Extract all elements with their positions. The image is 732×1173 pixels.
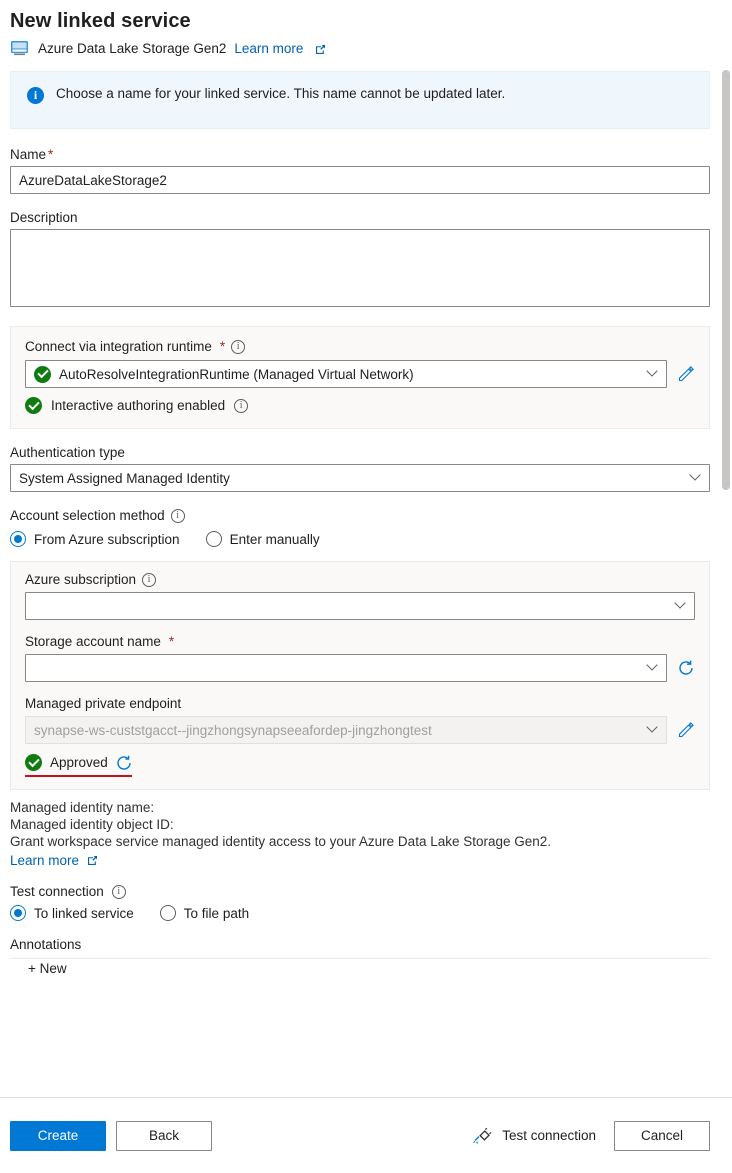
success-check-icon xyxy=(34,366,51,383)
azure-subscription-label: Azure subscription xyxy=(25,572,137,587)
interactive-authoring-row xyxy=(25,397,695,414)
page-title: New linked service xyxy=(10,10,191,32)
panel-scrollbar[interactable] xyxy=(722,56,730,1056)
radio-enter-manually-label: Enter manually xyxy=(229,531,320,547)
test-connection-button-label: Test connection xyxy=(502,1128,596,1143)
interactive-authoring-label: Interactive authoring enabled xyxy=(51,398,226,413)
info-icon[interactable]: i xyxy=(171,509,185,523)
chevron-down-icon xyxy=(691,473,701,483)
account-selection-radio-group xyxy=(10,531,710,547)
storage-account-label-row xyxy=(25,634,695,649)
info-icon[interactable]: i xyxy=(234,399,248,413)
radio-to-file-path-label: To file path xyxy=(183,905,250,921)
integration-runtime-select[interactable] xyxy=(25,360,667,388)
auth-type-label: Authentication type xyxy=(10,445,125,460)
panel-footer xyxy=(0,1097,732,1173)
managed-identity-name-line: Managed identity name: xyxy=(10,800,155,815)
info-icon[interactable]: i xyxy=(142,573,156,587)
integration-runtime-label-row xyxy=(25,339,695,354)
edit-integration-runtime-icon[interactable] xyxy=(677,365,695,383)
radio-to-linked-service[interactable] xyxy=(10,905,134,921)
integration-runtime-label: Connect via integration runtime xyxy=(25,339,212,354)
managed-identity-object-id-line: Managed identity object ID: xyxy=(10,817,174,832)
radio-button-icon xyxy=(10,531,26,547)
storage-account-label: Storage account name xyxy=(25,634,161,649)
service-name-label: Azure Data Lake Storage Gen2 xyxy=(38,40,227,56)
radio-button-icon xyxy=(206,531,222,547)
integration-runtime-row xyxy=(25,360,695,388)
description-label: Description xyxy=(10,210,78,225)
managed-private-endpoint-label-row xyxy=(25,696,695,711)
name-required-star: * xyxy=(48,147,54,162)
azure-subscription-select[interactable] xyxy=(25,592,695,620)
chevron-down-icon xyxy=(648,369,658,379)
managed-private-endpoint-label: Managed private endpoint xyxy=(25,696,182,711)
managed-private-endpoint-value: synapse-ws-custstgacct--jingzhongsynapseeafordep-jingzhongtest xyxy=(34,722,432,738)
storage-account-row xyxy=(25,654,695,682)
auth-type-group xyxy=(10,445,710,492)
refresh-icon[interactable] xyxy=(677,659,695,677)
managed-private-endpoint-group xyxy=(25,696,695,777)
chevron-down-icon xyxy=(648,663,658,673)
radio-button-icon xyxy=(10,905,26,921)
name-input[interactable] xyxy=(10,166,710,194)
azure-subscription-label-row xyxy=(25,572,695,587)
account-selection-label-row xyxy=(10,508,710,523)
description-field-group xyxy=(10,210,710,310)
cancel-button[interactable]: Cancel xyxy=(614,1121,710,1151)
scrollbar-thumb[interactable] xyxy=(722,70,730,490)
storage-account-required-star: * xyxy=(168,634,175,649)
name-field-group xyxy=(10,147,710,194)
radio-from-azure-subscription-label: From Azure subscription xyxy=(34,531,180,547)
azure-subscription-group xyxy=(25,572,695,620)
identity-learn-more-row xyxy=(10,853,710,868)
chevron-down-icon xyxy=(676,601,686,611)
storage-account-select[interactable] xyxy=(25,654,667,682)
auth-type-select[interactable] xyxy=(10,464,710,492)
info-banner xyxy=(10,71,710,129)
header-learn-more-link[interactable]: Learn more xyxy=(234,40,304,56)
radio-enter-manually[interactable] xyxy=(206,531,320,547)
integration-runtime-value: AutoResolveIntegrationRuntime (Managed Virtual Network) xyxy=(59,366,414,382)
info-icon[interactable]: i xyxy=(231,340,245,354)
external-link-icon xyxy=(315,43,326,54)
annotations-label: Annotations xyxy=(10,937,82,952)
radio-to-file-path[interactable] xyxy=(160,905,249,921)
service-subheader xyxy=(10,39,710,57)
auth-type-value: System Assigned Managed Identity xyxy=(19,470,230,486)
edit-managed-private-endpoint-icon[interactable] xyxy=(677,721,695,739)
external-link-icon xyxy=(87,854,98,865)
plug-icon xyxy=(472,1127,492,1145)
chevron-down-icon xyxy=(648,725,658,735)
info-icon: i xyxy=(27,87,44,104)
back-button[interactable]: Back xyxy=(116,1121,212,1151)
radio-button-icon xyxy=(160,905,176,921)
test-connection-button[interactable] xyxy=(472,1127,596,1145)
grant-access-text: Grant workspace service managed identity access to your Azure Data Lake Storage Gen2. xyxy=(10,834,552,849)
account-selection-group xyxy=(10,508,710,547)
name-label xyxy=(10,147,710,162)
identity-info-block xyxy=(10,800,710,868)
endpoint-status-label: Approved xyxy=(50,755,108,770)
annotations-add-new-label: + New xyxy=(28,961,67,974)
success-check-icon xyxy=(25,754,42,771)
storage-account-group xyxy=(25,634,695,682)
radio-to-linked-service-label: To linked service xyxy=(34,905,134,921)
description-textarea[interactable] xyxy=(10,229,710,307)
test-connection-section-label: Test connection xyxy=(10,884,104,899)
account-details-section xyxy=(10,561,710,790)
data-lake-icon xyxy=(10,39,30,57)
loading-spinner-icon xyxy=(116,755,132,771)
success-check-icon xyxy=(25,397,42,414)
integration-runtime-section xyxy=(10,326,710,429)
account-selection-label: Account selection method xyxy=(10,508,165,523)
info-icon[interactable]: i xyxy=(112,885,126,899)
identity-learn-more-link[interactable]: Learn more xyxy=(10,853,80,868)
info-banner-text: Choose a name for your linked service. This name cannot be updated later. xyxy=(56,86,506,101)
name-label-text: Name xyxy=(10,147,47,162)
radio-from-azure-subscription[interactable] xyxy=(10,531,180,547)
managed-private-endpoint-row xyxy=(25,716,695,744)
test-connection-label-row xyxy=(10,884,710,899)
endpoint-status xyxy=(25,754,132,777)
annotations-add-row[interactable] xyxy=(10,958,710,974)
test-connection-radio-group xyxy=(10,905,710,921)
create-button[interactable]: Create xyxy=(10,1121,106,1151)
managed-private-endpoint-select[interactable] xyxy=(25,716,667,744)
integration-runtime-required-star: * xyxy=(219,339,226,354)
